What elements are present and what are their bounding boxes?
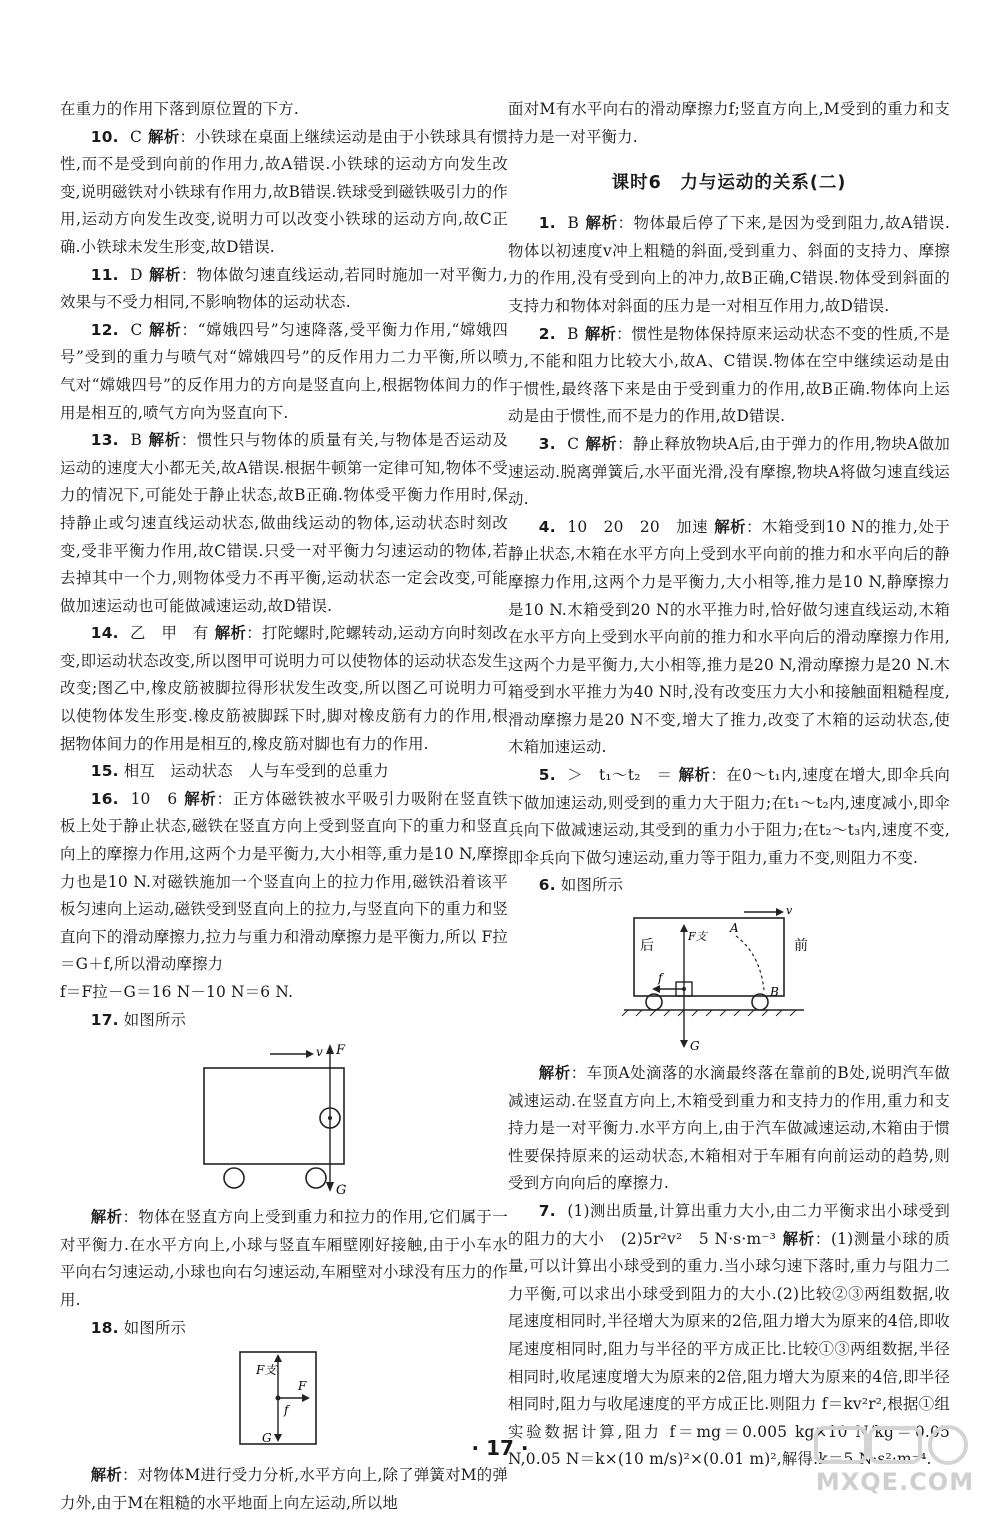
section-heading: 课时6 力与运动的关系(二) xyxy=(611,173,847,194)
answer-2: 2. B 解析：惯性是物体保持原来运动状态不变的性质,不是力,不能和阻力比较大小,故A、C错误.物体在空中继续运动是由于惯性,最终落下来是由于受到重力的作用,故B正确.物体向上运动是由于惯性,而不是力的作用,故D错误. xyxy=(508,324,951,426)
answer-3: 3. C 解析：静止释放物块A后,由于弹力的作用,物块A做加速运动.脱离弹簧后,水平面光滑,没有摩擦,物块A将做匀速直线运动. xyxy=(508,434,950,509)
answer-16-formula: f＝F拉－G＝16 N－10 N＝6 N. xyxy=(60,983,294,1001)
svg-text:后: 后 xyxy=(640,938,654,955)
svg-text:F: F xyxy=(298,1379,307,1394)
answer-17: 17. 如图所示 xyxy=(90,1010,187,1029)
answer-7: 7. (1)测出质量,计算出重力大小,由二力平衡求出小球受到的阻力的大小 (2)5r²v² 5 N·s·m⁻³ 解析：(1)测量小球的质量,可以计算出小球受到的重力.当小球匀速下落时,重力与阻力二力平衡,可以求出小球受到阻力的大小.(2)比较②③两组数据,收尾速度相同时,半径增大为原来的2倍,阻力增大为原来的4倍,即收尾速度相同时,阻力与半径的平方成正比.比较①③两组数据,半径相同时,收尾速度增大为原来的2倍,阻力增大为原来的4倍,即半径相同时,阻力与收尾速度的平方成正比.则阻力 f＝kv²r²,根据①组实验数据计算,阻力 f＝mg＝0.005 kg×10 N/kg＝0.05 N,0.05 N＝k×(10 m/s)²×(0.01 m)²,解得:k＝5 N·s²·m⁻⁴. xyxy=(508,1202,950,1469)
answer-4: 4. 10 20 20 加速 解析：木箱受到10 N的推力,处于静止状态,木箱在水平方向上受到水平向前的推力和水平向后的静摩擦力作用,这两个力是平衡力,大小相等,推力是10 N,静摩擦力是10 N.木箱受到20 N的水平推力时,恰好做匀速直线运动,木箱在水平方向上受到水平向前的推力和水平向后的滑动摩擦力作用,这两个力是平衡力,大小相等,推力是20 N,滑动摩擦力是20 N.木箱受到水平推力为40 N时,没有改变压力大小和接触面粗糙程度,滑动摩擦力是20 N不变,增大了推力,改变了木箱的运动状态,使木箱加速运动. xyxy=(508,517,951,757)
paragraph-continuation-right: 面对M有水平向右的滑动摩擦力f;竖直方向上,M受到的重力和支持力是一对平衡力. xyxy=(508,100,950,146)
answer-12: 12. C 解析：“嫦娥四号”匀速降落,受平衡力作用,“嫦娥四号”受到的重力与喷气对“嫦娥四号”的反作用力二力平衡,所以喷气对“嫦娥四号”的反作用力的方向是竖直向上,根据物体间力的作用是相互的,喷气方向为竖直向下. xyxy=(60,320,508,422)
answer-11: 11. D 解析：物体做匀速直线运动,若同时施加一对平衡力,效果与不受力相同,不影响物体的运动状态. xyxy=(60,265,509,312)
left-column xyxy=(60,96,508,1517)
answer-6: 6. 如图所示 xyxy=(538,876,624,895)
watermark-logo-icon xyxy=(814,1424,976,1466)
svg-text:v: v xyxy=(786,904,793,918)
answer-1: 1. B 解析：物体最后停了下来,是因为受到阻力,故A错误.物体以初速度v冲上粗糙的斜面,受到重力、斜面的支持力、摩擦力的作用,没有受到向上的冲力,故B正确,C错误.物体受到斜面的支持力和物体对斜面的压力是一对相互作用力,故D错误. xyxy=(508,214,950,315)
answer-13: 13. B 解析：惯性只与物体的质量有关,与物体是否运动及运动的速度大小都无关,故A错误.根据牛顿第一定律可知,物体不受力的情况下,可能处于静止状态,故B正确.物体受平衡力作用时,保持静止或匀速直线运动状态,做曲线运动的物体,运动状态时刻改变,受非平衡力作用,故C错误.只受一对平衡力匀速运动的物体,若去掉其中一个力,则物体受力不再平衡,运动状态一定会改变,可能做加速运动也可能做减速运动,故D错误. xyxy=(60,431,509,615)
figure-17-cart-diagram xyxy=(60,1038,508,1198)
answer-10: 10. C 解析：小铁球在桌面上继续运动是由于小铁球具有惯性,而不是受到向前的作用力,故A错误.小铁球的运动方向发生改变,说明磁铁对小铁球有作用力,故B错误.铁球受到磁铁吸引力的作用,运动方向发生改变,说明力可以改变小铁球的运动方向,故C正确.小铁球未发生形变,故D错误. xyxy=(60,127,509,256)
watermark-text: MXQE.COM xyxy=(815,1468,975,1496)
watermark xyxy=(800,1424,990,1506)
answer-18-explanation: 解析：对物体M进行受力分析,水平方向上,除了弹簧对M的弹力外,由于M在粗糙的水平地面上向左运动,所以地 xyxy=(60,1466,508,1512)
answer-15: 15. 相互 运动状态 人与车受到的总重力 xyxy=(90,762,389,781)
right-column xyxy=(508,96,950,1474)
svg-text:前: 前 xyxy=(794,938,808,955)
answer-14: 14. 乙 甲 有 解析：打陀螺时,陀螺转动,运动方向时刻改变,即运动状态改变,所以图甲可说明力可以使物体的运动状态发生改变;图乙中,橡皮筋被脚拉得形状发生改变,所以图乙可说明力可以使物体发生形变.橡皮筋被脚踩下时,脚对橡皮筋有力的作用,根据物体间力的作用是相互的,橡皮筋对脚也有力的作用. xyxy=(60,624,508,753)
answer-16: 16. 10 6 解析：正方体磁铁被水平吸引力吸附在竖直铁板上处于静止状态,磁铁在竖直方向上受到竖直向下的重力和竖直向上的摩擦力作用,这两个力是平衡力,大小相等,重力是10 N,摩擦力也是10 N.对磁铁施加一个竖直向上的拉力作用,磁铁沿着该平板匀速向上运动,磁铁受到竖直向上的拉力,与竖直向下的重力和竖直向下的滑动摩擦力,拉力与重力和滑动摩擦力是平衡力,所以 F拉＝G＋f,所以滑动摩擦力 xyxy=(60,789,509,974)
page-number: · 17 · xyxy=(471,1436,529,1460)
svg-text:F支: F支 xyxy=(256,1363,277,1378)
svg-text:G: G xyxy=(690,1039,700,1054)
svg-text:G: G xyxy=(262,1431,272,1446)
answer-18: 18. 如图所示 xyxy=(90,1318,187,1337)
svg-text:B: B xyxy=(770,985,779,1000)
svg-text:G: G xyxy=(336,1183,347,1199)
svg-text:F支: F支 xyxy=(688,930,707,944)
answer-5: 5. ＞ t₁～t₂ ＝ 解析：在0～t₁内,速度在增大,即伞兵向下做加速运动,则受到的重力大于阻力;在t₁～t₂内,速度减小,即伞兵向下做减速运动,其受到的重力小于阻力;在t₂～t₃内,速度不变,即伞兵向下做匀速运动,重力等于阻力,重力不变,则阻力不变. xyxy=(508,766,951,867)
answer-6-explanation: 解析：车顶A处滴落的水滴最终落在靠前的B处,说明汽车做减速运动.在竖直方向上,木箱受到重力和支持力的作用,重力和支持力是一对平衡力.水平方向上,由于汽车做减速运动,木箱由于惯性要保持原来的运动状态,木箱相对于车厢有向前运动的趋势,则受到方向向后的摩擦力. xyxy=(508,1064,950,1193)
figure-6-car-diagram xyxy=(508,904,950,1054)
svg-text:F: F xyxy=(336,1043,346,1059)
svg-text:f: f xyxy=(658,971,663,986)
paragraph-continuation: 在重力的作用下落到原位置的下方. xyxy=(60,100,299,118)
svg-text:v: v xyxy=(316,1045,323,1060)
svg-text:f: f xyxy=(284,1403,289,1418)
answer-17-explanation: 解析：物体在竖直方向上受到重力和拉力的作用,它们属于一对平衡力.在水平方向上,小球与竖直车厢壁刚好接触,由于小车水平向右匀速运动,小球也向右匀速运动,车厢壁对小球没有压力的作用. xyxy=(60,1208,508,1309)
svg-text:A: A xyxy=(730,921,739,936)
